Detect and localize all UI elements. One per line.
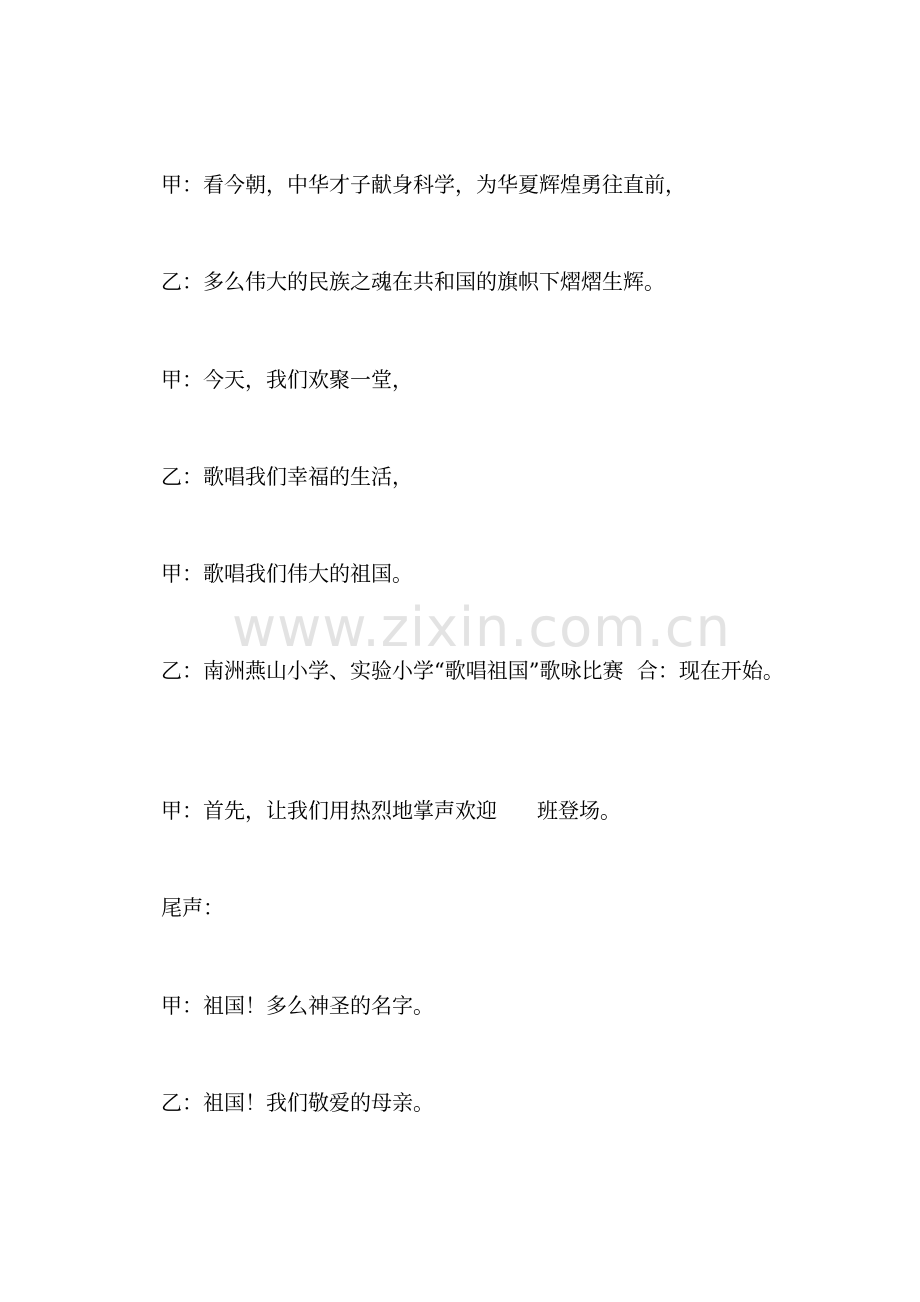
paragraph-1: 甲：看今朝，中华才子献身科学，为华夏辉煌勇往直前， — [161, 173, 686, 197]
paragraph-3: 甲：今天，我们欢聚一堂， — [161, 368, 413, 392]
paragraph-4: 乙：歌唱我们幸福的生活， — [161, 465, 413, 489]
watermark: www.zixin.com.cn — [232, 596, 731, 659]
paragraph-8: 尾声： — [161, 896, 224, 920]
paragraph-2: 乙：多么伟大的民族之魂在共和国的旗帜下熠熠生辉。 — [161, 270, 665, 294]
paragraph-6: 乙：南洲燕山小学、实验小学“歌唱祖国”歌咏比赛 合：现在开始。 — [161, 659, 784, 683]
paragraph-10: 乙：祖国！我们敬爱的母亲。 — [161, 1091, 434, 1115]
paragraph-9: 甲：祖国！多么神圣的名字。 — [161, 994, 434, 1018]
paragraph-7: 甲：首先，让我们用热烈地掌声欢迎 班登场。 — [161, 799, 622, 823]
paragraph-5: 甲：歌唱我们伟大的祖国。 — [161, 562, 413, 586]
